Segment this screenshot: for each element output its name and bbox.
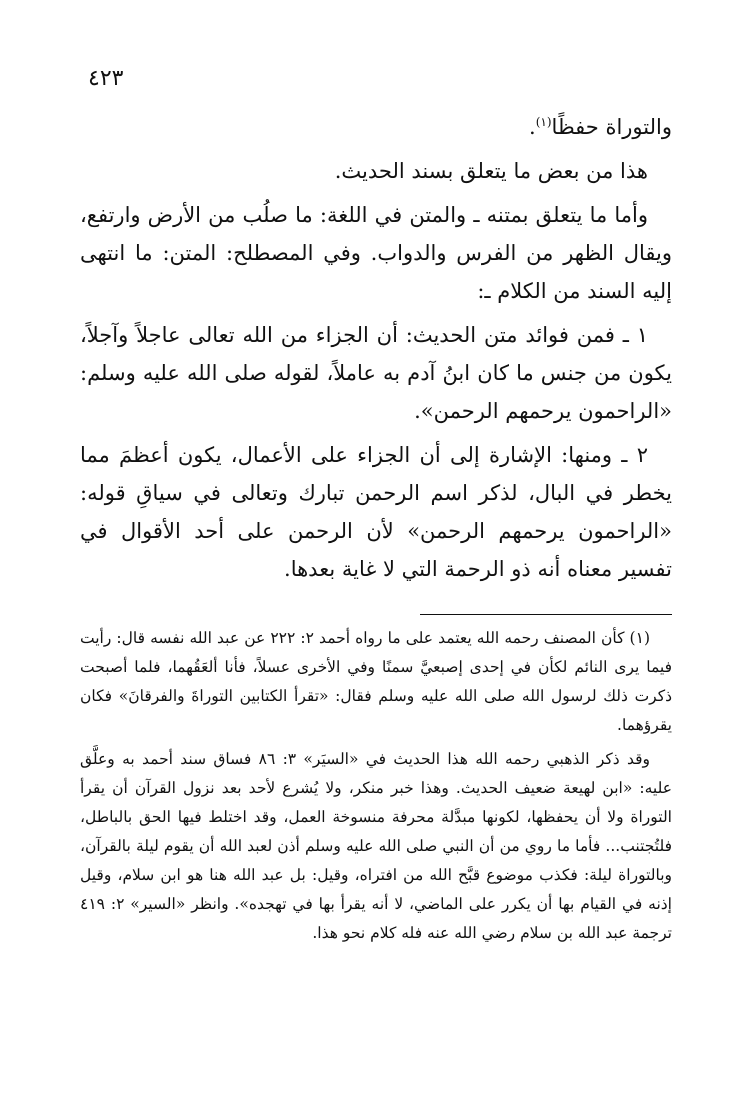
footnote-1: (١) كأن المصنف رحمه الله يعتمد على ما رواه أحمد ٢: ٢٢٢ عن عبد الله نفسه قال: رأيت فيما يرى النائم لكأن في إحدى إصبعيَّ سمنًا وفي الأخرى عسلاً، فأنا ألعَقُهما، فلما أصبحت ذكرت ذلك لرسول الله صلى الله عليه وسلم فقال: «تقرأ الكتابين التوراةَ والفرقانَ» فكان يقرؤهما. (80, 629, 672, 734)
footnote-divider (420, 614, 672, 615)
main-text (80, 108, 672, 594)
footnote-reference[interactable]: (١) (535, 115, 552, 129)
paragraph-text: والتوراة حفظًا (551, 115, 672, 139)
paragraph-matn-definition: وأما ما يتعلق بمتنه ـ والمتن في اللغة: ما صلُب من الأرض وارتفع، ويقال الظهر من الفرس والدواب. وفي المصطلح: المتن: ما انتهى إليه السند من الكلام ـ: (80, 203, 672, 303)
page-number: ٤٢٣ (88, 66, 124, 91)
footnote-1-continuation: وقد ذكر الذهبي رحمه الله هذا الحديث في «السيَر» ٣: ٨٦ فساق سند أحمد به وعلَّق عليه: «ابن لهيعة ضعيف الحديث. وهذا خبر منكر، ولا يُشرع لأحد بعد نزول القرآن أن يقرأ التوراة ولا أن يحفظها، لكونها مبدَّلة محرفة منسوخة العمل، وقد اختلط فيها الحق بالباطل، فلتُجتنب... فأما ما روي من أن النبي صلى الله عليه وسلم أذن لعبد الله أن يقوم ليلة بالقرآن، وبالتوراة ليلة: فكذب موضوع قبَّح الله من افتراه، وقيل: بل عبد الله هنا هو ابن سلام، وقيل إذنه في القيام بها أن يكرر على الماضي، لا أنه يقرأ بها في تهجده». وانظر «السير» ٢: ٤١٩ ترجمة عبد الله بن سلام رضي الله عنه فله كلام نحو هذا. (80, 750, 672, 942)
paragraph-opening (80, 108, 672, 146)
paragraph-tail: . (529, 115, 536, 139)
footnotes (80, 624, 672, 953)
paragraph-benefit-2: ٢ ـ ومنها: الإشارة إلى أن الجزاء على الأعمال، يكون أعظمَ مما يخطر في البال، لذكر اسم الرحمن تبارك وتعالى في سياقِ قوله: «الراحمون يرحمهم الرحمن» لأن الرحمن على أحد الأقوال في تفسير معناه أنه ذو الرحمة التي لا غاية بعدها. (80, 443, 672, 581)
paragraph-sanad: هذا من بعض ما يتعلق بسند الحديث. (334, 159, 648, 183)
paragraph-benefit-1: ١ ـ فمن فوائد متن الحديث: أن الجزاء من الله تعالى عاجلاً وآجلاً، يكون من جنس ما كان ابنُ آدم به عاملاً، لقوله صلى الله عليه وسلم: «الراحمون يرحمهم الرحمن». (80, 323, 672, 423)
